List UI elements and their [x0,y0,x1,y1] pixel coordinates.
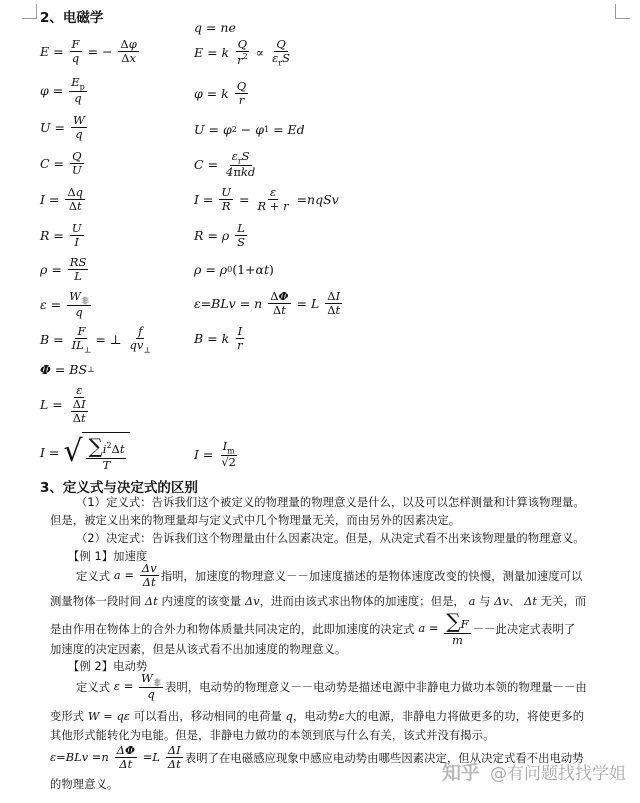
formula-B-def: B = $\frac{F}{IL_\perp}$ = ⊥ f $qv_\perp$ [40,324,151,355]
page-corner-mark [615,4,630,19]
formula-q-ne: q = ne [194,20,236,35]
formula-flux: Φ = BS ⊥ [40,362,95,377]
example-1-line-2: 测量物体一段时间 Δt 内速度的该变量 Δv ，进而由该式求出物体的加速度；但是， a 与 Δv 、 Δt 无关，而 [50,594,587,608]
page-corner-mark [22,4,37,19]
example-2-line-3: 其他形式能转化为电能。但是，非静电力做功的本领到底与什么有关，该式并没有揭示。 [50,729,495,742]
formula-potential-def: φ = $E_p$ q [40,75,85,106]
example-2-line-2: 变形式 W = qε 可以看出，移动相同的电荷量 q ，电动势 ε 大的电源，非静电力将做更多的功，将使更多的 [50,709,585,723]
example-1-title: 【例 1】加速度 [68,550,148,563]
formula-C-plate: C = $\varepsilon_rS$ 4πkd [194,149,256,180]
formula-I-rms-def: I = √ $\sum i^2\Delta t$ T [40,432,130,472]
example-2-line-4: ε=BLv = n ΔΦ Δt = L ΔI Δt 表明了在电磁感应现象中感应电动势由哪些因素决定，但从决定式看不出电动势 [50,743,584,772]
formula-U-def: U = W q [40,113,85,142]
formula-emf-induction: ε=BLv = n ΔΦ Δt = L ΔI Δt [194,289,341,318]
formula-B-wire: B = k I r [194,324,243,353]
formula-rho-temp: ρ = ρ 0 (1+ αt ) [194,262,274,277]
example-1-line-1: 定义式 a = Δv Δt 指明，加速度的物理意义－－加速度描述的是物体速度改变的快慢，测量加速度可以 [76,561,583,590]
section-2-title: 2、电磁学 [40,10,104,26]
formula-R-resistivity: R = ρ L S [194,221,246,250]
formula-I-rms-sine: I = $I_m$ √2 [194,439,237,470]
formula-R-def: R = U I [40,221,82,250]
example-2-line-5: 的物理意义。 [50,778,119,791]
para-determinant: （2）决定式：告诉我们这个物理量由什么因素决定。但是，从决定式看不出来该物理量的物理意义。 [76,532,585,545]
para-definition-cont: 但是，被定义出来的物理量却与定义式中几个物理量无关，而由另外的因素决定。 [50,514,461,527]
watermark-author: @有问题找找学姐 [490,764,626,784]
formula-I-ohm: I = U R = ε R + r =nqSv [194,185,339,214]
example-1-line-4: 加速度的决定因素，但是从该式看不出加速度的物理意义。 [50,643,347,656]
formula-E-field-def: E = F q = − Δφ Δx [40,37,137,66]
example-2-line-1: 定义式 ε = $W_非$ q 表明，电动势的物理意义－－电动势是描述电源中非静电力做功本领的物理量－－由 [76,671,587,702]
formula-potential-point: φ = k Q r [194,79,247,108]
example-2-title: 【例 2】电动势 [68,660,148,673]
formula-I-def: I = Δq Δt [40,185,84,214]
formula-rho-def: ρ = RS L [40,255,87,284]
zhihu-watermark [442,758,626,785]
formula-L-def: L = ε $\frac{\Delta I}{\Delta t}$ [40,383,86,426]
section-3-title: 3、定义式与决定式的区别 [40,480,198,496]
formula-emf-def: ε = $W_非$ q [40,289,89,320]
zhihu-logo: 知乎 [441,762,480,784]
para-definition: （1）定义式：告诉我们这个被定义的物理量的物理意义是什么，以及可以怎样测量和计算该物理量。 [76,496,585,509]
formula-C-def: C = Q U [40,149,82,178]
example-1-line-3: 是由作用在物体上的合外力和物体质量共同决定的，此即加速度的决定式 a = ∑F m －－此决定式表明了 [50,609,576,647]
formula-E-point-charge: E = k Q $r^2$ ∝ Q $\varepsilon_rS$ [194,37,291,68]
formula-U-Ed: U = φ 2 − φ 1 = Ed [194,122,305,137]
